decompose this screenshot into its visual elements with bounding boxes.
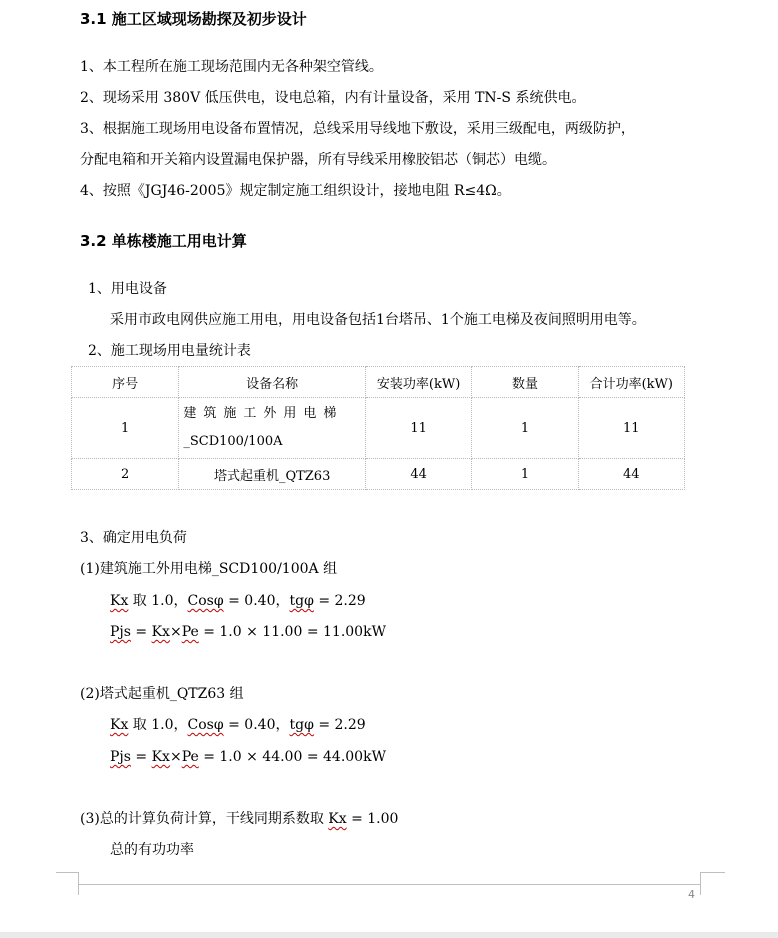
- cell-total: 11: [578, 398, 684, 459]
- kx-symbol: Kx: [151, 749, 170, 765]
- cell-name: 塔式起重机_QTZ63: [179, 459, 366, 490]
- item-3: 3、根据施工现场用电设备布置情况，总线采用导线地下敷设，采用三级配电，两级防护，: [80, 121, 635, 137]
- section-3-2-title: 3.2 单栋楼施工用电计算: [80, 232, 247, 250]
- text: =: [130, 624, 152, 640]
- text: (3)总的计算负荷计算，干线同期系数取: [80, 811, 329, 827]
- table-heading: 2、施工现场用电量统计表: [88, 343, 251, 359]
- text: = 1.00: [346, 811, 399, 827]
- text: = 1.0 × 11.00 = 11.00kW: [198, 624, 386, 640]
- header-power: 安装功率(kW): [365, 367, 471, 398]
- equipment-heading: 1、用电设备: [88, 281, 167, 297]
- text: = 1.0 × 44.00 = 44.00kW: [198, 749, 386, 765]
- item-3-cont: 分配电箱和开关箱内设置漏电保护器，所有导线采用橡胶铝芯（铜芯）电缆。: [80, 152, 556, 168]
- cell-name-line1: 建筑施工外用电梯: [183, 406, 344, 421]
- kx-symbol: Kx: [110, 717, 129, 733]
- cell-power: 44: [365, 459, 471, 490]
- power-statistics-table: [71, 366, 685, 490]
- cell-total: 44: [578, 459, 684, 490]
- header-qty: 数量: [472, 367, 578, 398]
- header-total: 合计功率(kW): [578, 367, 684, 398]
- text: = 0.40，: [223, 593, 290, 609]
- footer-divider: [78, 884, 700, 885]
- page-number: 4: [688, 888, 695, 901]
- text: =: [130, 749, 152, 765]
- cell-name: [179, 398, 366, 459]
- tg-symbol: tgφ: [289, 717, 314, 733]
- page-corner-mark-right: [700, 872, 725, 895]
- group-3-title: [80, 810, 398, 828]
- cos-symbol: Cosφ: [187, 593, 224, 609]
- cell-power: 11: [365, 398, 471, 459]
- pjs-symbol: Pjs: [110, 624, 131, 640]
- item-4: 4、按照《JGJ46-2005》规定制定施工组织设计，接地电阻 R≤4Ω。: [80, 183, 511, 199]
- group-1-formula: [110, 623, 386, 641]
- table-row: [72, 398, 685, 459]
- cell-name-line2: _SCD100/100A: [183, 434, 283, 449]
- text: = 2.29: [313, 593, 366, 609]
- cell-qty: 1: [472, 398, 578, 459]
- pe-symbol: Pe: [181, 624, 199, 640]
- pe-symbol: Pe: [181, 749, 199, 765]
- pjs-symbol: Pjs: [110, 749, 131, 765]
- text: 取 1.0，: [128, 593, 188, 609]
- section-3-1-title: 3.1 施工区域现场勘探及初步设计: [80, 10, 307, 28]
- cell-qty: 1: [472, 459, 578, 490]
- group-2-formula: [110, 748, 386, 766]
- text: ×: [169, 624, 182, 640]
- group-1-coefficients: [110, 592, 366, 610]
- cos-symbol: Cosφ: [187, 717, 224, 733]
- cell-no: 1: [72, 398, 179, 459]
- kx-symbol: Kx: [151, 624, 170, 640]
- group-2-coefficients: [110, 716, 366, 734]
- page-gap: [0, 932, 778, 938]
- kx-symbol: Kx: [328, 811, 347, 827]
- header-no: 序号: [72, 367, 179, 398]
- total-active-power-label: 总的有功功率: [110, 842, 194, 858]
- table-row: [72, 459, 685, 490]
- tg-symbol: tgφ: [289, 593, 314, 609]
- text: = 0.40，: [223, 717, 290, 733]
- text: = 2.29: [313, 717, 366, 733]
- table-header-row: [72, 367, 685, 398]
- header-name: 设备名称: [179, 367, 366, 398]
- kx-symbol: Kx: [110, 593, 129, 609]
- group-2-title: (2)塔式起重机_QTZ63 组: [80, 686, 244, 702]
- group-1-title: (1)建筑施工外用电梯_SCD100/100A 组: [80, 561, 338, 577]
- cell-no: 2: [72, 459, 179, 490]
- page-corner-mark-left: [56, 872, 79, 895]
- text: ×: [169, 749, 182, 765]
- equipment-description: 采用市政电网供应施工用电，用电设备包括1台塔吊、1个施工电梯及夜间照明用电等。: [110, 312, 646, 328]
- item-1: 1、本工程所在施工现场范围内无各种架空管线。: [80, 59, 383, 75]
- load-heading: 3、确定用电负荷: [80, 530, 187, 546]
- text: 取 1.0，: [128, 717, 188, 733]
- item-2: 2、现场采用 380V 低压供电，设电总箱，内有计量设备，采用 TN-S 系统供电。: [80, 90, 586, 106]
